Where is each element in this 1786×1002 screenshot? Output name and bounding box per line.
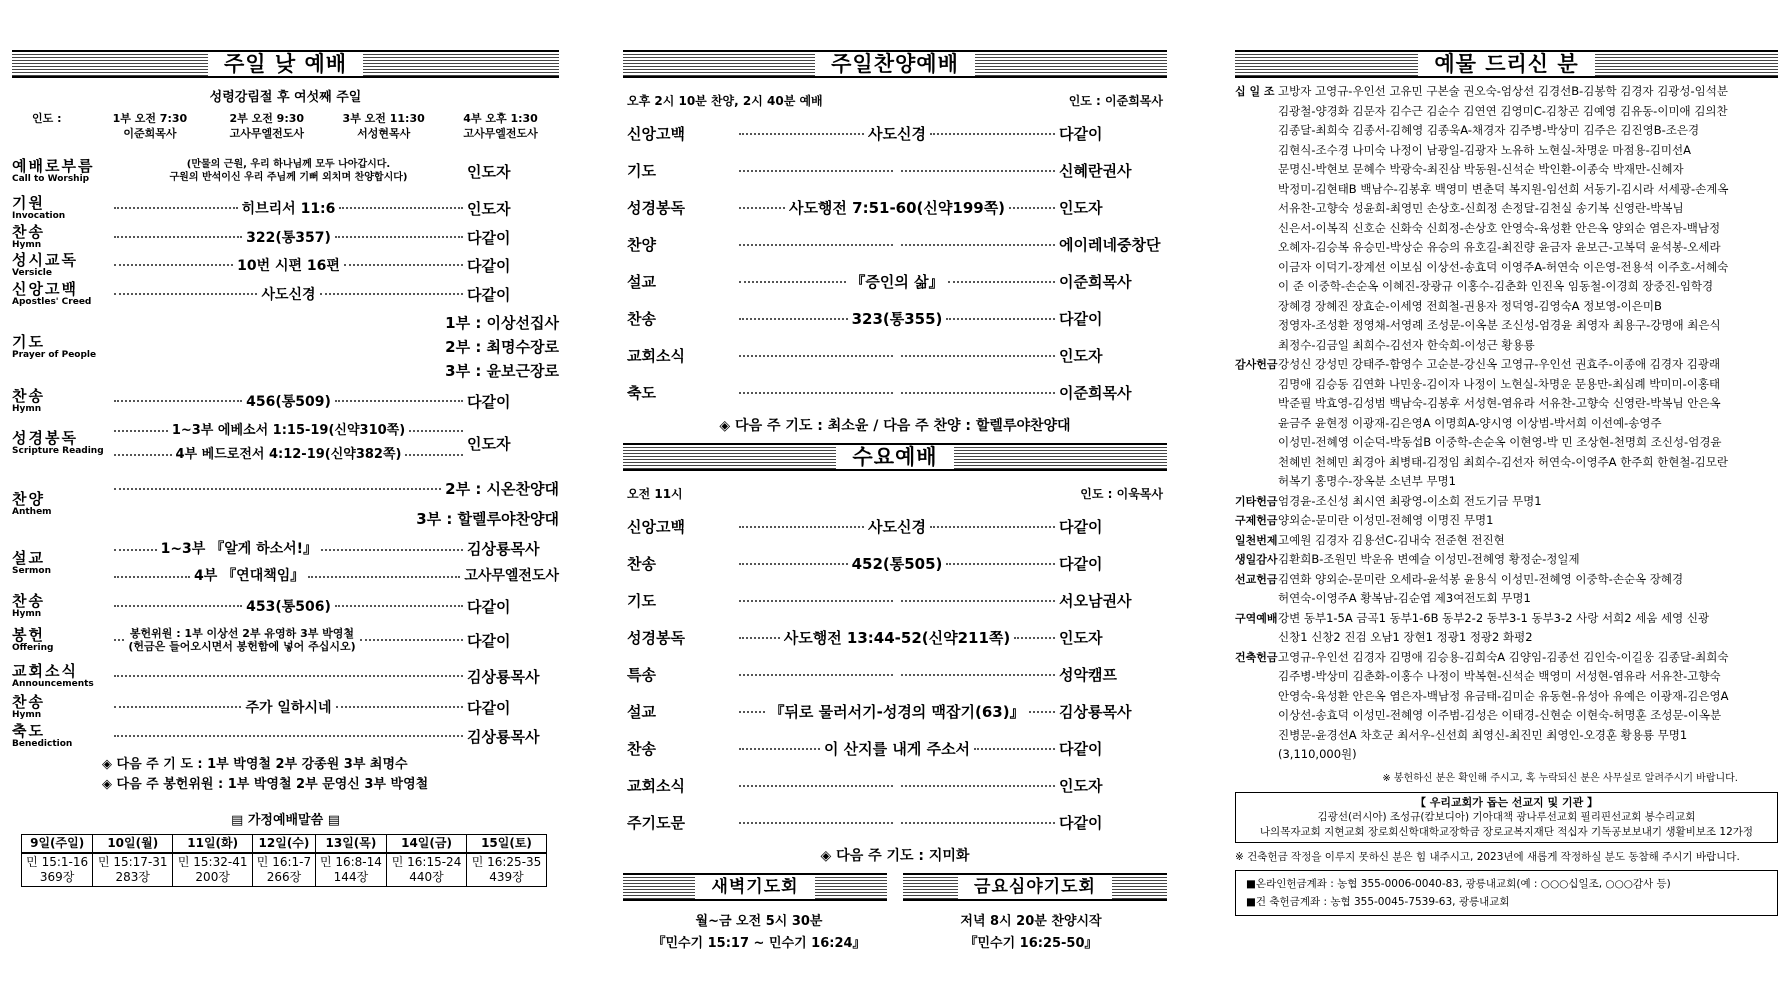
item-who: 다같이 — [467, 631, 511, 650]
leader-2: 고사무엘전도사 — [229, 127, 304, 140]
order-item — [623, 767, 1167, 804]
wed-next-note: ◈ 다음 주 기도 : 지미화 — [820, 848, 970, 864]
order-scripture — [12, 417, 559, 469]
item-name: 찬송 — [627, 740, 656, 758]
item-name: 찬양 — [627, 236, 656, 254]
offering-line: 김환희B-조원민 박운유 변예슬 이성민-전혜영 황정순-정일제 — [1278, 552, 1580, 566]
wed-order-list — [623, 508, 1167, 841]
order-item — [623, 263, 1167, 300]
order-call-to-worship — [12, 149, 559, 193]
item-name: 기도 — [627, 162, 656, 180]
offerings-title: 예물 드리신 분 — [1418, 52, 1594, 76]
mission-line-2: 나의목자교회 지현교회 장로회신학대학교장학금 장로교복지재단 적십자 기독공보보내기 생활비보조 12가정 — [1259, 825, 1754, 838]
table-row — [22, 835, 547, 854]
order-item — [623, 582, 1167, 619]
item-eng: Call to Worship — [12, 174, 90, 184]
order-anthem — [12, 473, 559, 535]
order-invocation — [12, 193, 559, 223]
item-who: 다같이 — [1059, 310, 1103, 328]
offering-line: 엄경윤-조신성 최시연 최광영-이소희 전도기금 무명1 — [1278, 493, 1542, 508]
building-account: ■건 축헌금계좌 : 농협 355-0045-7539-63, 광릉내교회 — [1246, 895, 1510, 908]
sermon-who-2: 고사무엘전도사 — [464, 568, 559, 584]
online-account: ■온라인헌금계좌 : 농협 355-0006-0040-83, 광릉내교회(예 : ○○○십일조, ○○○감사 등) — [1246, 877, 1671, 890]
praise-title: 주일찬양예배 — [815, 52, 975, 76]
item-who: 다같이 — [1059, 740, 1103, 758]
offering-line: 허복기 홍명수-장옥분 소년부 무명1 — [1278, 474, 1456, 488]
item-text: 322(통357) — [246, 230, 331, 246]
friday-scripture: 『민수기 16:25-50』 — [964, 936, 1098, 951]
offering-line: 고영규-우인선 김경자 김명애 김승용-김희숙A 김양임-김종선 김인숙-이길웅 김종달-최희숙 — [1278, 649, 1729, 664]
item-name: 예배로부름 — [12, 157, 95, 175]
offering-line: 고방자 고영규-우인선 고유민 구본술 권오숙-엄상선 김경선B-김봉학 김경자 김광성-임석분 — [1278, 84, 1728, 98]
friday-header — [903, 873, 1167, 901]
item-text: 이 산지를 내게 주소서 — [823, 740, 971, 758]
item-eng: Hymn — [12, 404, 42, 414]
wed-leader: 인도 : 이욱목사 — [1080, 487, 1163, 501]
order-item — [623, 804, 1167, 841]
offering-section — [1235, 82, 1778, 355]
item-name: 찬송 — [12, 592, 45, 610]
item-eng: Anthem — [12, 507, 52, 517]
offering-line: 김현식-조수경 나미숙 나정이 남광일-김광자 노유하 노현실-차명운 마점용-김미선A — [1278, 142, 1691, 157]
sunday-service-column — [12, 50, 559, 887]
leader-1: 이준희목사 — [123, 127, 177, 140]
offering-line: 이성민-전혜영 이순덕-박동섭B 이중학-손순옥 이현영-박 민 조상현-천명희 조신성-엄경윤 — [1278, 435, 1722, 449]
offering-category: 건축헌금 — [1235, 650, 1278, 664]
item-eng: Versicle — [12, 268, 52, 278]
item-name: 성경봉독 — [627, 629, 685, 647]
offering-line: 강성신 강성민 강태주-함영수 고순분-강신옥 고영규-우인선 권효주-이종애 김경자 김광래 — [1278, 357, 1721, 371]
item-eng: Apostles' Creed — [12, 297, 92, 307]
item-name: 기원 — [12, 194, 45, 212]
order-item — [623, 730, 1167, 767]
leader-4: 고사무엘전도사 — [463, 127, 538, 140]
item-name: 찬송 — [12, 387, 45, 405]
next-week-offering: ◈ 다음 주 봉헌위원 : 1부 박영철 2부 문영신 3부 박영철 — [102, 777, 429, 792]
item-who: 다같이 — [1059, 125, 1103, 143]
offering-line: 신은서-이복직 신호순 신화숙 신희정-손상호 안영숙-육성환 안은옥 양외순 염은자-백남정 — [1278, 220, 1721, 235]
order-item — [623, 545, 1167, 582]
item-who: 다같이 — [467, 228, 511, 247]
table-cell: 민 15:32-41 200장 — [173, 853, 253, 887]
dawn-title: 새벽기도회 — [695, 875, 814, 899]
offering-line: 윤금주 윤현정 이광재-김은영A 이명희A-양시영 이상범-박서희 이선예-송영주 — [1278, 415, 1662, 430]
order-versicle — [12, 251, 559, 279]
dawn-header — [623, 873, 887, 901]
offering-line: 오혜자-김승복 유승민-박상순 유승의 유호길-최진량 윤금자 윤보근-고복덕 윤석봉-오세라 — [1278, 240, 1721, 254]
item-who: 에이레네중창단 — [1059, 236, 1161, 254]
offering-line: 장혜경 장혜진 장효순-이세영 전희철-권용자 정덕영-김영숙A 정보영-이은미B — [1278, 298, 1662, 313]
praise-order-list — [623, 115, 1167, 411]
order-item — [623, 189, 1167, 226]
item-eng: Announcements — [12, 679, 94, 689]
table-cell: 13일(목) — [315, 835, 386, 854]
time-1: 1부 오전 7:30 — [112, 112, 188, 125]
wed-title: 수요예배 — [836, 445, 953, 469]
praise-leader: 인도 : 이준희목사 — [1068, 94, 1163, 108]
offering-section — [1235, 511, 1778, 531]
item-who: 김상룡목사 — [1059, 703, 1132, 721]
table-cell: 14일(금) — [387, 835, 467, 854]
item-who: 이준희목사 — [1059, 273, 1132, 291]
wed-header — [623, 443, 1167, 471]
item-text: 사도행전 7:51-60(신약199쪽) — [788, 199, 1006, 217]
offering-section — [1235, 531, 1778, 551]
item-who: 다같이 — [467, 597, 511, 616]
item-who: 신혜란권사 — [1059, 162, 1132, 180]
sunday-title: 주일 낮 예배 — [208, 52, 363, 76]
item-name: 교회소식 — [627, 777, 685, 795]
item-eng: Prayer of People — [12, 350, 97, 360]
item-eng: Scripture Reading — [12, 446, 104, 456]
order-benediction — [12, 721, 559, 751]
time-3: 3부 오전 11:30 — [342, 112, 425, 125]
item-text: 323(통355) — [851, 310, 943, 328]
offering-line: 김명애 김승동 김연화 나민웅-김이자 나정이 노현실-차명운 문용만-최심례 박미미-이홍태 — [1278, 376, 1721, 391]
order-creed — [12, 279, 559, 309]
item-who: 다같이 — [1059, 555, 1103, 573]
sermon-title-2: 4부 『연대책임』 — [194, 568, 305, 584]
offerings-header — [1235, 50, 1778, 78]
order-offering — [12, 621, 559, 659]
item-text: 사도신경 — [868, 518, 926, 536]
order-hymn-1 — [12, 223, 559, 251]
offering-line: 강변 동부1-5A 금곡1 동부1-6B 동부2-2 동부3-1 동부3-2 사랑 서희2 세움 세영 신광 — [1278, 610, 1710, 625]
item-name: 찬송 — [12, 693, 45, 711]
offering-section — [1235, 648, 1778, 765]
table-cell: 민 15:1-16 369장 — [22, 853, 93, 887]
order-item — [623, 656, 1167, 693]
order-item — [623, 337, 1167, 374]
building-notice: ※ 건축헌금 작정을 이루지 못하신 분은 힘 내주시고, 2023년에 새롭게 작정하실 분도 동참해 주시기 바랍니다. — [1235, 850, 1740, 863]
item-name: 찬송 — [627, 555, 656, 573]
item-who: 인도자 — [467, 162, 511, 181]
item-who: 인도자 — [467, 199, 511, 218]
table-cell: 15일(토) — [467, 835, 547, 854]
call-text-2: 구원의 반석이신 우리 주님께 기뻐 외치며 찬양합시다) — [169, 172, 408, 183]
offering-section — [1235, 550, 1778, 570]
order-prayer — [12, 309, 559, 385]
item-text: 456(통509) — [246, 394, 331, 410]
offering-section — [1235, 492, 1778, 512]
prayer-line-2: 2부 : 최명수장로 — [445, 338, 559, 356]
offering-line: 이금자 이덕기-장계선 이보심 이상선-송효덕 이영주A-허연숙 이은영-전용석 이주호-서혜숙 — [1278, 259, 1729, 274]
offering-category: 십 일 조 — [1235, 85, 1275, 98]
offering-line: 고예원 김경자 김용선C-김내숙 전준현 전진현 — [1278, 532, 1505, 547]
offering-line: 박정미-김현태B 백남수-김봉후 백영미 변춘덕 복지원-임선희 서동기-김시라 서세광-손계옥 — [1278, 181, 1729, 196]
item-name: 찬송 — [12, 223, 45, 241]
table-cell: 11일(화) — [173, 835, 253, 854]
offering-line: 신창1 신창2 진검 오남1 장현1 정광1 정광2 화평2 — [1278, 630, 1533, 644]
times-label: 인도 : — [32, 112, 62, 125]
table-cell: 10일(월) — [93, 835, 173, 854]
item-who: 다같이 — [467, 698, 511, 717]
family-worship-title: ▤ 가정예배말씀 ▤ — [231, 813, 340, 828]
praise-and-wednesday-column — [623, 50, 1167, 955]
friday-title: 금요심야기도회 — [958, 875, 1112, 899]
table-cell: 민 16:1-7 266장 — [253, 853, 316, 887]
item-name: 설교 — [12, 549, 45, 567]
offering-category: 생일감사 — [1235, 553, 1278, 566]
item-text: 사도행전 13:44-52(신약211쪽) — [783, 629, 1011, 647]
offering-line: (3,110,000원) — [1278, 747, 1357, 761]
mission-line-1: 김광선(러시아) 조성규(캄보디아) 기아대책 광나루선교회 필리핀선교회 봉수리교회 — [1317, 810, 1696, 823]
item-name: 축도 — [12, 722, 45, 740]
offering-line: 김광철-양경화 김문자 김수근 김순수 김연연 김영미C-김창곤 김예영 김유동-이미애 김의찬 — [1278, 103, 1728, 118]
anthem-line-1: 2부 : 시온찬양대 — [445, 480, 559, 498]
item-who: 인도자 — [1059, 629, 1103, 647]
sermon-who-1: 김상룡목사 — [467, 540, 540, 558]
table-cell: 민 16:15-24 440장 — [387, 853, 467, 887]
item-name: 성경봉독 — [12, 429, 78, 447]
item-name: 찬송 — [627, 310, 656, 328]
item-text: 452(통505) — [851, 555, 943, 573]
scripture-line-2: 4부 베드로전서 4:12-19(신약382쪽) — [175, 447, 402, 462]
time-2: 2부 오전 9:30 — [229, 112, 305, 125]
offering-line: 박준필 박효영-김성범 백남숙-김봉후 서성현-염유라 서유찬-고향숙 신영란-박복님 안은옥 — [1278, 396, 1721, 410]
praise-next-note: ◈ 다음 주 기도 : 최소윤 / 다음 주 찬양 : 할렐루야찬양대 — [719, 418, 1071, 434]
order-item — [623, 226, 1167, 263]
offering-line: 이 준 이중학-손순옥 이혜진-장광규 이홍수-김춘화 인진옥 임동철-이경희 장중진-임학경 — [1278, 279, 1714, 293]
offering-text-2: (헌금은 들어오시면서 봉헌함에 넣어 주십시오) — [128, 640, 356, 653]
item-eng: Invocation — [12, 211, 66, 221]
order-sermon — [12, 535, 559, 591]
item-name: 설교 — [627, 703, 656, 721]
order-item — [623, 374, 1167, 411]
offering-category: 구제헌금 — [1235, 514, 1278, 527]
offerings-column — [1235, 50, 1778, 916]
offering-line: 진병문-윤경선A 차호군 최서우-신선희 최영신-최진민 최영인-오경훈 황용룡 무명1 — [1278, 727, 1688, 742]
item-who: 인도자 — [467, 434, 511, 453]
offering-category: 감사헌금 — [1235, 358, 1278, 371]
offering-line: 최정수-김금일 최희수-김선자 한숙희-이성근 황용룡 — [1278, 337, 1535, 352]
order-item — [623, 300, 1167, 337]
table-cell: 민 16:25-35 439장 — [467, 853, 547, 887]
order-hymn-2 — [12, 385, 559, 417]
offering-category: 선교헌금 — [1235, 572, 1278, 586]
item-text: 사도신경 — [261, 287, 316, 303]
item-text: 히브리서 11:6 — [241, 201, 336, 217]
item-name: 특송 — [627, 666, 656, 684]
table-cell: 12일(수) — [253, 835, 316, 854]
item-name: 신앙고백 — [627, 125, 685, 143]
time-4: 4부 오후 1:30 — [463, 112, 538, 125]
offering-category: 기타헌금 — [1235, 494, 1278, 508]
order-item — [623, 115, 1167, 152]
offering-line: 천혜빈 천혜민 최경아 최병태-김정임 최희수-김선자 허연숙-이영주A 한주희 한현철-김모란 — [1278, 454, 1728, 469]
item-name: 교회소식 — [12, 662, 78, 680]
offering-sections — [1235, 82, 1778, 765]
next-week-prayer: ◈ 다음 주 기 도 : 1부 박영철 2부 강종원 3부 최명수 — [102, 757, 408, 772]
item-eng: Offering — [12, 643, 54, 653]
offering-line: 정영자-조성환 정영채-서영례 조성문-이옥분 조신성-엄경윤 최영자 최용구-강명애 최은식 — [1278, 318, 1721, 332]
item-name: 찬양 — [12, 490, 45, 508]
item-who: 김상룡목사 — [467, 727, 540, 746]
item-who: 김상룡목사 — [467, 667, 540, 686]
item-name: 교회소식 — [627, 347, 685, 365]
offering-line: 이상선-송효덕 이성민-전혜영 이주범-김성은 이태경-신현순 이현숙-허명훈 조성문-이옥분 — [1278, 708, 1722, 722]
offering-text-1: 봉헌위원 : 1부 이상선 2부 유영하 3부 박영철 — [129, 627, 355, 640]
table-cell: 9일(주일) — [22, 835, 93, 854]
item-text: 10번 시편 16편 — [237, 258, 340, 274]
item-name: 설교 — [627, 273, 656, 291]
offering-line: 허연숙-이영주A 황복남-김순엽 제3여전도회 무명1 — [1278, 591, 1531, 605]
offering-section — [1235, 570, 1778, 609]
wed-time: 오전 11시 — [627, 487, 683, 501]
order-item — [623, 619, 1167, 656]
offering-line: 김연화 양외순-문미란 오세라-윤석봉 윤용식 이성민-전혜영 이중학-손순옥 장혜경 — [1278, 571, 1684, 586]
offering-category: 일천번제 — [1235, 533, 1278, 547]
order-hymn-3 — [12, 591, 559, 621]
table-row — [22, 853, 547, 887]
praise-time: 오후 2시 10분 찬양, 2시 40분 예배 — [627, 94, 823, 108]
prayer-line-1: 1부 : 이상선집사 — [445, 314, 559, 332]
item-name: 신앙고백 — [627, 518, 685, 536]
item-eng: Hymn — [12, 609, 42, 619]
service-times — [12, 111, 559, 141]
item-name: 주기도문 — [627, 814, 685, 832]
offering-section — [1235, 355, 1778, 492]
item-text: 『뒤로 물러서기-성경의 맥잡기(63)』 — [769, 703, 1025, 721]
item-eng: Benediction — [12, 739, 73, 749]
account-box — [1235, 870, 1778, 916]
order-item — [623, 693, 1167, 730]
order-hymn-4 — [12, 693, 559, 721]
family-worship-table — [21, 834, 547, 887]
dawn-time: 월~금 오전 5시 30분 — [695, 914, 823, 929]
item-eng: Hymn — [12, 240, 42, 250]
table-cell: 민 15:17-31 283장 — [93, 853, 173, 887]
offering-section — [1235, 609, 1778, 648]
item-who: 인도자 — [1059, 199, 1103, 217]
item-who: 인도자 — [1059, 347, 1103, 365]
offering-line: 김종달-최희숙 김종서-김혜영 김종욱A-채경자 김주병-박상미 김주은 김진영B-조은경 — [1278, 123, 1700, 137]
item-name: 축도 — [627, 384, 656, 402]
dawn-scripture: 『민수기 15:17 ~ 민수기 16:24』 — [652, 936, 866, 951]
thanks-note: ※ 봉헌하신 분은 확인해 주시고, 혹 누락되신 분은 사무실로 알려주시기 바랍니다. — [1382, 772, 1738, 784]
item-text: 453(통506) — [246, 599, 331, 615]
item-who: 이준희목사 — [1059, 384, 1132, 402]
sunday-subtitle: 성령강림절 후 여섯째 주일 — [209, 90, 362, 105]
item-name: 기도 — [627, 592, 656, 610]
order-announcements — [12, 659, 559, 693]
friday-time: 저녁 8시 20분 찬양시작 — [960, 914, 1102, 929]
item-text: 『증인의 삶』 — [850, 273, 944, 291]
prayer-line-3: 3부 : 윤보근장로 — [445, 362, 559, 380]
order-item — [623, 152, 1167, 189]
offering-category: 구역예배 — [1235, 611, 1278, 625]
scripture-line-1: 1~3부 에베소서 1:15-19(신약310쪽) — [171, 423, 406, 438]
offering-line: 문명신-박현보 문혜수 박광숙-최진삼 박동원-신석순 박인환-이종숙 박재만-신혜자 — [1278, 162, 1684, 176]
item-who: 인도자 — [1059, 777, 1103, 795]
offering-line: 안영숙-육성환 안은옥 염은자-백남정 유금태-김미순 유동현-유성아 유예은 이광재-김은영A — [1278, 688, 1729, 703]
offering-line: 양외순-문미란 이성민-전혜영 이명진 무명1 — [1278, 513, 1494, 527]
sermon-title-1: 1~3부 『알게 하소서!』 — [160, 541, 318, 557]
mission-box — [1235, 792, 1778, 843]
item-text: 주가 일하시네 — [245, 700, 332, 716]
praise-header — [623, 50, 1167, 78]
item-eng: Sermon — [12, 566, 51, 576]
item-who: 다같이 — [467, 256, 511, 275]
leader-3: 서성현목사 — [357, 127, 411, 140]
item-who: 다같이 — [1059, 814, 1103, 832]
offering-line: 김주병-박상미 김춘화-이홍수 나정이 박복현-신석순 백영미 서성현-염유라 서유찬-고향숙 — [1278, 669, 1721, 683]
item-who: 다같이 — [1059, 518, 1103, 536]
item-name: 신앙고백 — [12, 280, 78, 298]
sunday-header — [12, 50, 559, 78]
item-eng: Hymn — [12, 710, 42, 720]
anthem-line-2: 3부 : 할렐루야찬양대 — [416, 510, 559, 528]
item-who: 서오남권사 — [1059, 592, 1132, 610]
item-who: 다같이 — [467, 392, 511, 411]
table-cell: 민 16:8-14 144장 — [315, 853, 386, 887]
item-name: 성경봉독 — [627, 199, 685, 217]
item-who: 다같이 — [467, 285, 511, 304]
call-text-1: (만물의 근원, 우리 하나님께 모두 나아갑시다. — [186, 159, 391, 170]
item-text: 사도신경 — [868, 125, 926, 143]
item-name: 기도 — [12, 333, 45, 351]
mission-title: 【 우리교회가 돕는 선교지 및 기관 】 — [1414, 795, 1599, 809]
item-name: 성시교독 — [12, 251, 78, 269]
offering-line: 서유찬-고향숙 성윤희-최영민 손상호-신희정 손정달-김천실 송기복 신영란-박복님 — [1278, 201, 1684, 215]
item-who: 성악캠프 — [1059, 666, 1117, 684]
item-name: 봉헌 — [12, 626, 45, 644]
order-item — [623, 508, 1167, 545]
